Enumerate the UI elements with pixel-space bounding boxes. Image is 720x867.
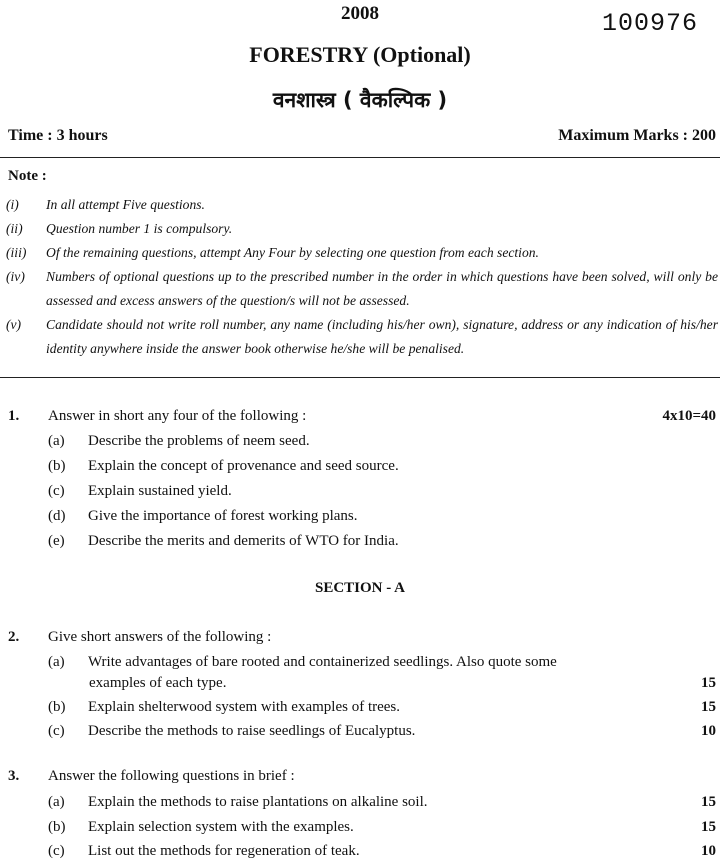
- part-label: (b): [48, 458, 66, 474]
- question-1-marks: 4x10=40: [662, 408, 716, 424]
- note-text: Of the remaining questions, attempt Any Four by selecting one question from each section.: [46, 245, 539, 260]
- question-2-text: Give short answers of the following :: [48, 629, 272, 645]
- note-item: [6, 241, 718, 265]
- note-text: Question number 1 is compulsory.: [46, 221, 233, 236]
- part-label: (e): [48, 533, 65, 549]
- note-item: [6, 265, 718, 313]
- part-text: Explain sustained yield.: [88, 483, 232, 499]
- note-item: [6, 313, 718, 361]
- q3-part-c: [48, 843, 360, 860]
- note-number: (i): [6, 197, 19, 212]
- question-1-number: 1.: [8, 408, 20, 424]
- q2-part-a-marks: 15: [701, 675, 716, 691]
- exam-year: 2008: [341, 3, 379, 24]
- note-text: Candidate should not write roll number, any name (including his/her own), signature, address or any indication of his/her identity anywhere inside the answer book otherwise he/she will be penalised.: [46, 317, 718, 356]
- q2-part-a: [48, 654, 557, 671]
- question-3-number: 3.: [8, 768, 20, 784]
- part-label: (b): [48, 819, 66, 835]
- max-marks-label: Maximum Marks : 200: [558, 127, 716, 144]
- part-text: Describe the methods to raise seedlings of Eucalyptus.: [88, 723, 416, 739]
- time-label: Time : 3 hours: [8, 127, 108, 144]
- part-label: (b): [48, 699, 66, 715]
- time-marks-row: [8, 127, 716, 145]
- part-text: Explain selection system with the examples.: [88, 819, 354, 835]
- q2-part-b: [48, 699, 400, 716]
- part-label: (a): [48, 794, 65, 810]
- q1-part-b: [48, 458, 399, 475]
- part-label: (c): [48, 483, 65, 499]
- part-text: List out the methods for regeneration of teak.: [88, 843, 360, 859]
- q2-part-b-marks: 15: [701, 699, 716, 715]
- q1-part-a: [48, 433, 310, 450]
- note-number: (iii): [6, 245, 27, 260]
- notes-divider: [0, 377, 720, 378]
- part-text: Write advantages of bare rooted and containerized seedlings. Also quote some: [88, 654, 557, 670]
- part-label: (c): [48, 843, 65, 859]
- part-label: (c): [48, 723, 65, 739]
- header-divider: [0, 157, 720, 158]
- q3-part-b: [48, 819, 354, 836]
- part-text: Explain the concept of provenance and seed source.: [88, 458, 399, 474]
- part-text: Explain the methods to raise plantations on alkaline soil.: [88, 794, 428, 810]
- q2-part-a-continued: examples of each type.: [89, 675, 227, 691]
- part-label: (d): [48, 508, 66, 524]
- question-2-number: 2.: [8, 629, 20, 645]
- q2-part-c: [48, 723, 415, 740]
- note-number: (ii): [6, 221, 23, 236]
- note-item: [6, 217, 718, 241]
- note-number: (iv): [6, 269, 25, 284]
- note-list: [6, 193, 718, 361]
- note-text: Numbers of optional questions up to the prescribed number in the order in which questions have been solved, will only be assessed and excess answers of the question/s will not be assessed.: [46, 269, 718, 308]
- q3-part-c-marks: 10: [701, 843, 716, 859]
- note-heading: Note :: [8, 168, 47, 184]
- q1-part-c: [48, 483, 232, 500]
- note-text: In all attempt Five questions.: [46, 197, 205, 212]
- question-3-text: Answer the following questions in brief :: [48, 768, 295, 784]
- hindi-title: वनशास्त्र ( वैकल्पिक ): [272, 88, 448, 112]
- part-text: Describe the merits and demerits of WTO for India.: [88, 533, 399, 549]
- part-label: (a): [48, 433, 65, 449]
- q3-part-a-marks: 15: [701, 794, 716, 810]
- paper-code: 100976: [601, 9, 698, 38]
- note-number: (v): [6, 317, 22, 332]
- question-1-text: Answer in short any four of the following :: [48, 408, 307, 424]
- part-text: Give the importance of forest working plans.: [88, 508, 358, 524]
- q1-part-e: [48, 533, 399, 550]
- q3-part-a: [48, 794, 428, 811]
- q2-part-c-marks: 10: [701, 723, 716, 739]
- q1-part-d: [48, 508, 358, 525]
- part-text: Describe the problems of neem seed.: [88, 433, 310, 449]
- part-text: Explain shelterwood system with examples of trees.: [88, 699, 401, 715]
- paper-title: FORESTRY (Optional): [249, 42, 471, 67]
- part-label: (a): [48, 654, 65, 670]
- note-item: [6, 193, 718, 217]
- section-a-heading: SECTION - A: [314, 580, 406, 596]
- q3-part-b-marks: 15: [701, 819, 716, 835]
